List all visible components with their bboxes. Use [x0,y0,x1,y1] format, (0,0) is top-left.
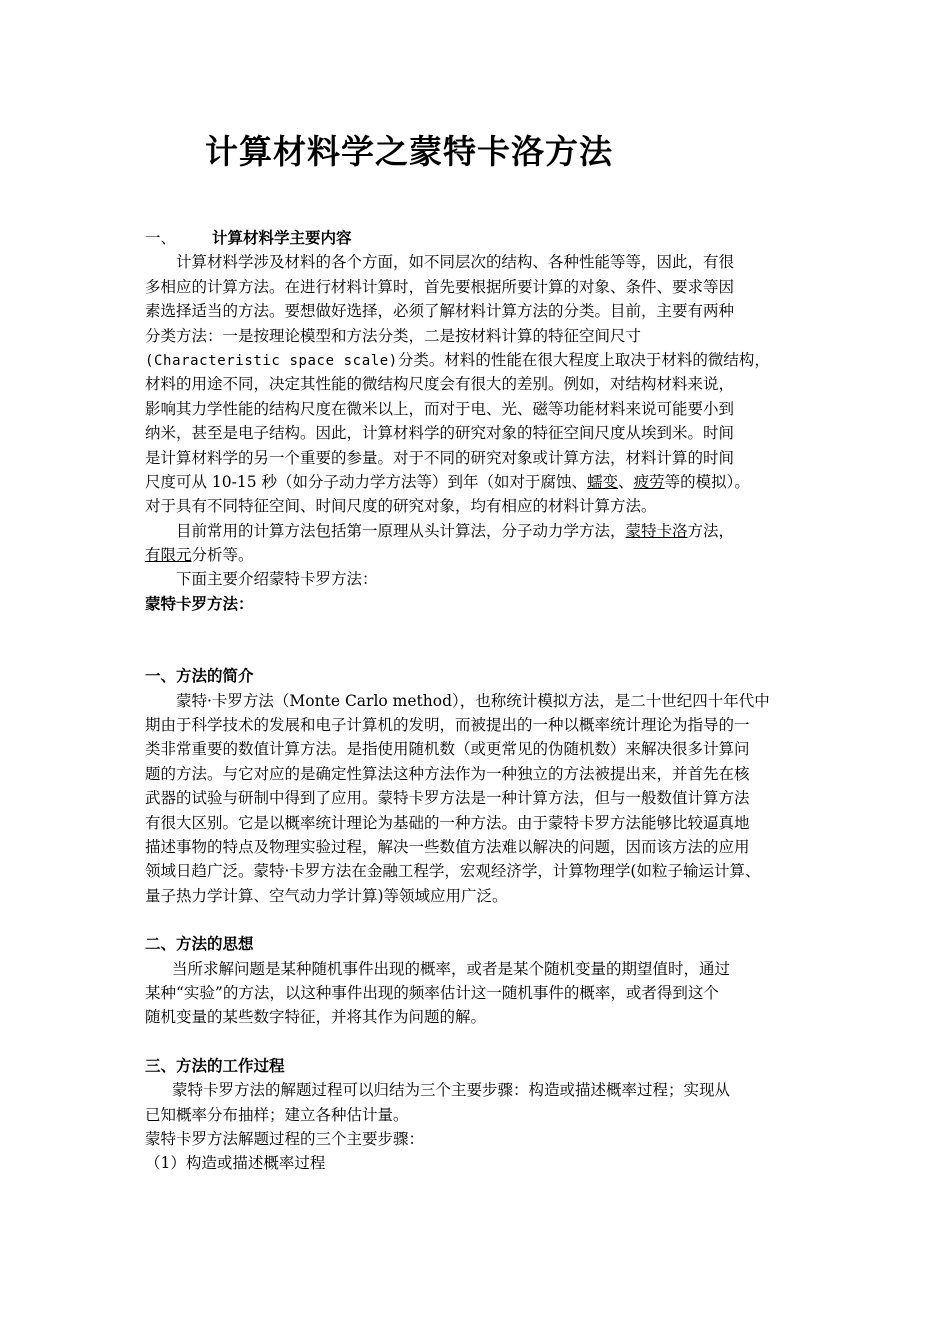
paragraph-line: 期由于科学技术的发展和电子计算机的发明，而被提出的一种以概率统计理论为指导的一 [145,716,750,735]
text-run: 方法， [687,521,735,540]
paragraph-line: 题的方法。与它对应的是确定性算法这种方法作为一种独立的方法被提出来，并首先在核 [145,764,750,783]
paragraph-line: 某种“实验”的方法，以这种事件出现的频率估计这一随机事件的概率，或者得到这个 [145,983,719,1002]
paragraph-line: 已知概率分布抽样；建立各种估计量。 [145,1105,409,1124]
document-body [145,226,815,1176]
subheading: 蒙特卡罗方法： [145,594,254,613]
text-run: 尺度可从 10-15 秒（如分子动力学方法等）到年（如对于腐蚀、 [145,472,588,491]
text-run: 、 [618,472,634,491]
paragraph-line: 下面主要介绍蒙特卡罗方法： [176,570,378,589]
paragraph-line: 有很大区别。它是以概率统计理论为基础的一种方法。由于蒙特卡罗方法能够比较逼真地 [145,813,750,832]
english-term: (Characteristic space scale) [145,352,398,369]
process-heading: 三、方法的工作过程 [145,1056,285,1075]
section-heading [145,226,815,250]
section-number: 一、 [145,229,177,247]
paragraph-line: 当所求解问题是某种随机事件出现的概率，或者是某个随机变量的期望值时，通过 [172,959,731,978]
intro-heading: 一、方法的简介 [145,667,254,686]
paragraph-line: 影响其力学性能的结构尺度在微米以上，而对于电、光、磁等功能材料来说可能要小到 [145,399,735,418]
idea-heading: 二、方法的思想 [145,935,254,954]
paragraph-line: 随机变量的某些数字特征，并将其作为问题的解。 [145,1008,487,1027]
text-run: 等的模拟）。 [664,472,750,491]
paragraph-line: 蒙特卡罗方法解题过程的三个主要步骤： [145,1129,425,1148]
finite-element-link[interactable]: 有限元 [145,546,192,565]
paragraph-line: 计算材料学涉及材料的各个方面，如不同层次的结构、各种性能等等，因此，有很 [176,253,735,272]
paragraph-line [145,348,815,372]
paragraph-line: 类非常重要的数值计算方法。是指使用随机数（或更常见的伪随机数）来解决很多计算问 [145,740,750,759]
paragraph-line: 蒙特·卡罗方法（Monte Carlo method），也称统计模拟方法，是二十世纪四十年代中 [176,691,770,710]
paragraph-line: 描述事物的特点及物理实验过程，解决一些数值方法难以解决的问题，因而该方法的应用 [145,837,750,856]
paragraph-line [145,470,815,494]
text-run: 分析等。 [191,546,254,565]
paragraph-line: 多相应的计算方法。在进行材料计算时，首先要根据所要计算的对象、条件、要求等因 [145,277,735,296]
paragraph-line: 素选择适当的方法。要想做好选择，必须了解材料计算方法的分类。目前，主要有两种 [145,302,735,321]
paragraph-line: 对于具有不同特征空间、时间尺度的研究对象，均有相应的材料计算方法。 [145,497,657,516]
paragraph-line: 纳米，甚至是电子结构。因此，计算材料学的研究对象的特征空间尺度从埃到米。时间 [145,424,735,443]
fatigue-link[interactable]: 疲劳 [633,472,665,491]
paragraph-line: 是计算材料学的另一个重要的参量。对于不同的研究对象或计算方法，材料计算的时间 [145,448,735,467]
text-run: 目前常用的计算方法包括第一原理从头计算法，分子动力学方法， [176,521,626,540]
paragraph-line: （1）构造或描述概率过程 [145,1154,326,1173]
paragraph-line: 领域日趋广泛。蒙特·卡罗方法在金融工程学，宏观经济学，计算物理学(如粒子输运计算、 [145,862,761,881]
paragraph-line [145,543,815,567]
text-run: 分类。材料的性能在很大程度上取决于材料的微结构， [397,350,770,369]
monte-carlo-link[interactable]: 蒙特卡洛 [625,521,688,540]
document-title: 计算材料学之蒙特卡洛方法 [205,132,613,171]
paragraph-line: 量子热力学计算、空气动力学计算)等领域应用广泛。 [145,886,508,905]
paragraph-line [145,519,815,543]
paragraph-line: 武器的试验与研制中得到了应用。蒙特卡罗方法是一种计算方法，但与一般数值计算方法 [145,789,750,808]
paragraph-line: 蒙特卡罗方法的解题过程可以归结为三个主要步骤：构造或描述概率过程；实现从 [172,1081,731,1100]
paragraph-line: 分类方法：一是按理论模型和方法分类，二是按材料计算的特征空间尺寸 [145,326,642,345]
paragraph-line: 材料的用途不同，决定其性能的微结构尺度会有很大的差别。例如，对结构材料来说， [145,375,735,394]
section-title: 计算材料学主要内容 [212,229,352,247]
creep-link[interactable]: 蠕变 [587,472,619,491]
